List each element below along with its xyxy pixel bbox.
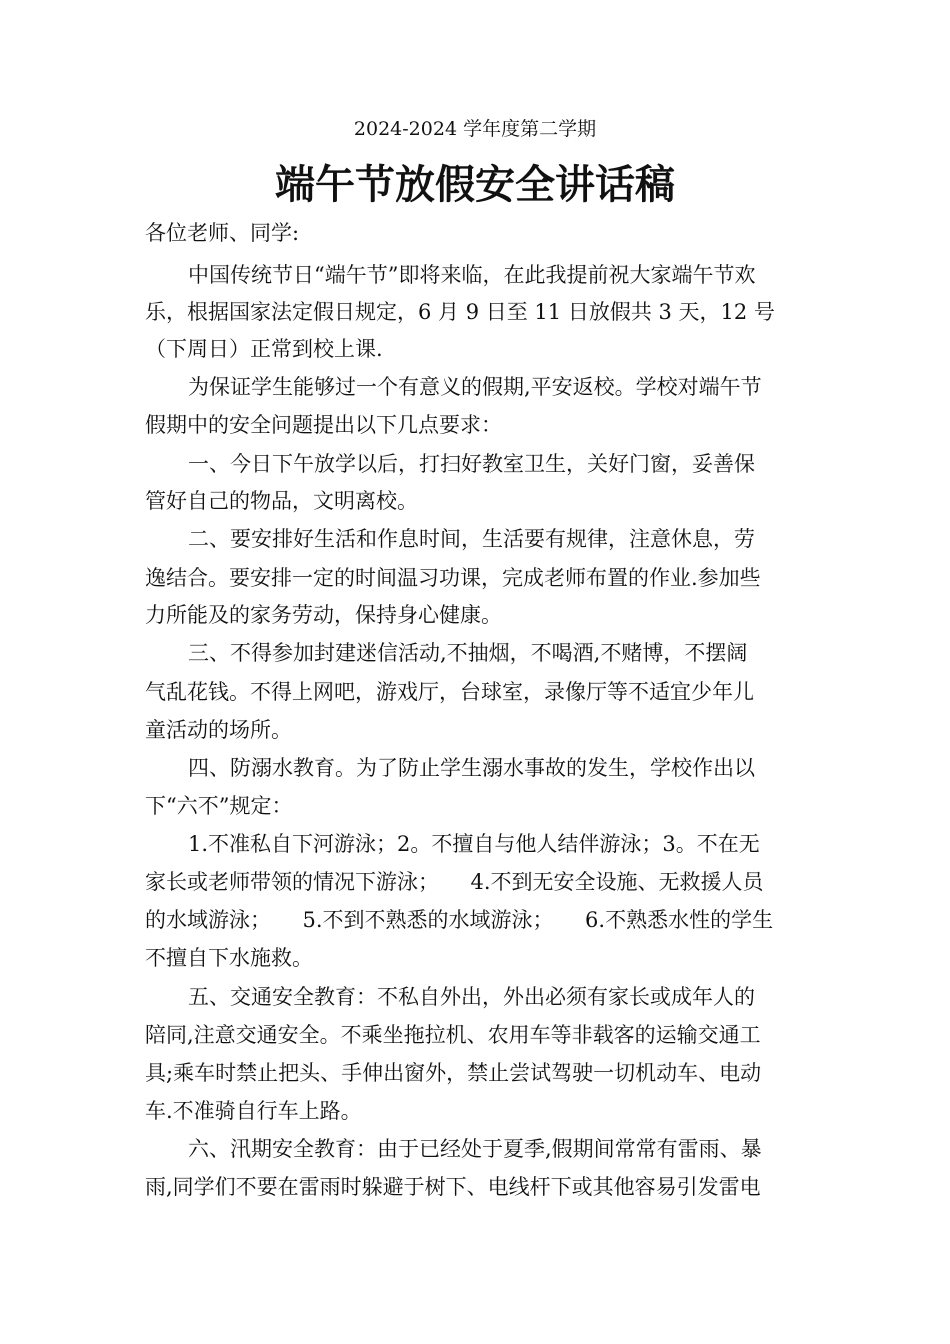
body-line: 童活动的场所。 xyxy=(145,718,292,742)
semester-heading: 2024-2024 学年度第二学期 xyxy=(353,118,597,140)
body-line: 逸结合。要安排一定的时间温习功课，完成老师布置的作业.参加些 xyxy=(145,566,761,590)
body-line: 管好自己的物品，文明离校。 xyxy=(145,489,418,513)
document-title: 端午节放假安全讲话稿 xyxy=(275,162,675,208)
body-line: （下周日）正常到校上课. xyxy=(145,337,383,361)
body-line: 假期中的安全问题提出以下几点要求： xyxy=(145,413,502,437)
body-line: 六、汛期安全教育：由于已经处于夏季,假期间常常有雷雨、暴 xyxy=(188,1137,762,1161)
body-line: 下“六不”规定： xyxy=(145,794,293,818)
body-line: 车.不准骑自行车上路。 xyxy=(145,1099,362,1123)
body-line: 雨,同学们不要在雷雨时躲避于树下、电线杆下或其他容易引发雷电 xyxy=(145,1175,761,1199)
body-line: 具;乘车时禁止把头、手伸出窗外，禁止尝试驾驶一切机动车、电动 xyxy=(145,1061,762,1085)
body-line: 力所能及的家务劳动，保持身心健康。 xyxy=(145,603,502,627)
body-line: 二、要安排好生活和作息时间，生活要有规律，注意休息，劳 xyxy=(188,527,755,551)
body-line: 四、防溺水教育。为了防止学生溺水事故的发生，学校作出以 xyxy=(188,756,755,780)
body-line: 气乱花钱。不得上网吧，游戏厅，台球室，录像厅等不适宜少年儿 xyxy=(145,680,754,704)
body-line: 乐，根据国家法定假日规定，6 月 9 日至 11 日放假共 3 天，12 号 xyxy=(145,300,775,324)
body-line: 1.不准私自下河游泳；2。不擅自与他人结伴游泳；3。不在无 xyxy=(188,832,760,856)
body-line: 三、不得参加封建迷信活动,不抽烟，不喝酒,不赌博，不摆阔 xyxy=(188,641,748,665)
body-line: 的水域游泳； 5.不到不熟悉的水域游泳； 6.不熟悉水性的学生 xyxy=(145,908,774,932)
body-line: 五、交通安全教育：不私自外出，外出必须有家长或成年人的 xyxy=(188,985,755,1009)
body-line: 为保证学生能够过一个有意义的假期,平安返校。学校对端午节 xyxy=(188,375,762,399)
body-line: 不擅自下水施救。 xyxy=(145,946,313,970)
body-line: 中国传统节日“端午节”即将来临，在此我提前祝大家端午节欢 xyxy=(188,263,756,287)
body-line: 陪同,注意交通安全。不乘坐拖拉机、农用车等非载客的运输交通工 xyxy=(145,1023,761,1047)
salutation: 各位老师、同学: xyxy=(145,221,300,245)
body-line: 一、今日下午放学以后，打扫好教室卫生，关好门窗，妥善保 xyxy=(188,452,755,476)
body-line: 家长或老师带领的情况下游泳； 4.不到无安全设施、无救援人员 xyxy=(145,870,764,894)
